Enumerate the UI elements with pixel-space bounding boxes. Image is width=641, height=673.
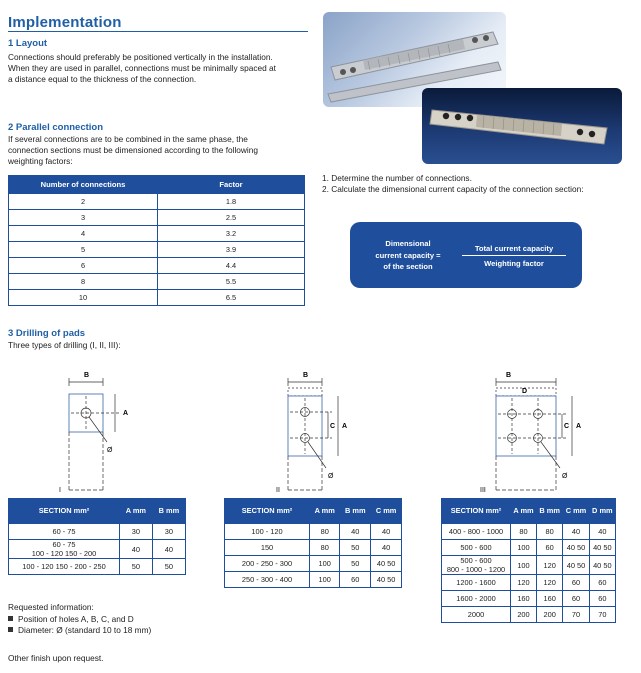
dimension-label: A [123, 410, 129, 417]
table-cell: 10 [9, 290, 158, 306]
table-cell: 30 [120, 524, 153, 540]
footer-note: Other finish upon request. [8, 653, 104, 663]
layout-heading: 1 Layout [8, 38, 48, 49]
dimension-label: C [564, 423, 570, 430]
formula-denominator: Weighting factor [484, 259, 544, 268]
layout-line: When they are used in parallel, connections must be minimally spaced at [8, 63, 276, 73]
drilling-type-label: III [480, 487, 486, 494]
table-cell: 80 [310, 524, 340, 540]
table-cell: 3.2 [158, 226, 305, 242]
list-item [8, 625, 151, 636]
dimension-label: B [506, 372, 512, 379]
bullet-icon [8, 616, 13, 621]
table-cell: 40 [589, 524, 615, 540]
column-header: Factor [158, 176, 305, 194]
table-cell: 2.5 [158, 210, 305, 226]
table-row [442, 556, 616, 575]
table-cell: 60 [589, 575, 615, 591]
requested-heading: Requested information: [8, 602, 94, 612]
dimension-label: Ø [328, 473, 334, 480]
table-cell: 60 [536, 540, 562, 556]
table-cell: 100 [511, 556, 537, 575]
table-cell: 4.4 [158, 258, 305, 274]
table-row [9, 559, 186, 575]
table-cell: 160 [536, 591, 562, 607]
table-cell: 60 [563, 575, 589, 591]
column-header: B mm [152, 499, 185, 524]
column-header: B mm [340, 499, 371, 524]
drilling-heading: 3 Drilling of pads [8, 328, 86, 339]
table-cell: 60 [589, 591, 615, 607]
column-header: SECTION mm² [225, 499, 310, 524]
table-cell: 80 [511, 524, 537, 540]
table-cell: 40 50 [563, 540, 589, 556]
table-cell: 40 50 [371, 556, 402, 572]
table-cell: 60 - 75 [9, 524, 120, 540]
step-item: 1. Determine the number of connections. [322, 173, 472, 183]
table-row [442, 540, 616, 556]
dimension-label: B [303, 372, 309, 379]
list-item-text: Diameter: Ø (standard 10 to 18 mm) [18, 625, 152, 635]
column-header: C mm [563, 499, 589, 524]
table-cell: 250 - 300 - 400 [225, 572, 310, 588]
drilling-table-1 [8, 498, 186, 575]
dimension-label: A [342, 423, 348, 430]
table-cell: 60 - 75 100 - 120 150 - 200 [9, 540, 120, 559]
title-rule [8, 31, 308, 32]
table-cell: 200 [511, 607, 537, 623]
drilling-diagram-1 [55, 368, 165, 494]
table-cell: 40 50 [589, 540, 615, 556]
table-row [442, 607, 616, 623]
column-header: SECTION mm² [9, 499, 120, 524]
parallel-text [8, 134, 318, 167]
formula-left [358, 238, 458, 273]
bullet-icon [8, 627, 13, 632]
table-cell: 2000 [442, 607, 511, 623]
table-row [225, 572, 402, 588]
layout-text [8, 52, 318, 85]
list-item [8, 614, 151, 625]
table-cell: 100 [310, 556, 340, 572]
table-cell: 30 [152, 524, 185, 540]
drilling-table-3 [441, 498, 616, 623]
table-cell: 120 [536, 556, 562, 575]
table-cell: 40 50 [589, 556, 615, 575]
table-cell: 60 [340, 572, 371, 588]
column-header: B mm [536, 499, 562, 524]
table-row [9, 210, 305, 226]
parallel-line: connection sections must be dimensioned according to the following [8, 145, 258, 155]
table-cell: 50 [340, 556, 371, 572]
weighting-factor-table [8, 175, 305, 306]
column-header: A mm [120, 499, 153, 524]
table-cell: 8 [9, 274, 158, 290]
table-cell: 6.5 [158, 290, 305, 306]
table-cell: 40 50 [563, 556, 589, 575]
layout-line: a distance equal to the thickness of the connection. [8, 74, 197, 84]
table-cell: 1200 - 1600 [442, 575, 511, 591]
table-cell: 5.5 [158, 274, 305, 290]
table-row [225, 524, 402, 540]
steps [322, 173, 632, 195]
parallel-line: If several connections are to be combined in the same phase, the [8, 134, 248, 144]
formula-numerator: Total current capacity [474, 244, 554, 253]
table-row [442, 575, 616, 591]
requested-list [8, 614, 151, 636]
formula-left-line: Dimensional [385, 239, 431, 248]
table-cell: 500 - 600 800 - 1000 - 1200 [442, 556, 511, 575]
table-cell: 40 [371, 540, 402, 556]
table-cell: 160 [511, 591, 537, 607]
column-header: SECTION mm² [442, 499, 511, 524]
table-cell: 120 [536, 575, 562, 591]
table-cell: 120 [511, 575, 537, 591]
table-row [9, 274, 305, 290]
formula-left-line: current capacity = [375, 250, 441, 260]
drilling-diagram-3 [478, 368, 598, 494]
table-row [442, 524, 616, 540]
drilling-type-label: II [276, 487, 280, 494]
drilling-type-label: I [59, 487, 61, 494]
column-header: D mm [589, 499, 615, 524]
connection-photo-2 [422, 88, 622, 164]
column-header: A mm [511, 499, 537, 524]
table-row [9, 242, 305, 258]
table-cell: 40 [152, 540, 185, 559]
column-header: A mm [310, 499, 340, 524]
table-cell: 3 [9, 210, 158, 226]
list-item-text: Position of holes A, B, C, and D [18, 614, 134, 624]
table-cell: 200 [536, 607, 562, 623]
table-row [9, 226, 305, 242]
parallel-heading: 2 Parallel connection [8, 122, 104, 133]
table-cell: 70 [563, 607, 589, 623]
table-cell: 1600 - 2000 [442, 591, 511, 607]
table-cell: 100 [511, 540, 537, 556]
column-header: Number of connections [9, 176, 158, 194]
table-cell: 80 [310, 540, 340, 556]
dimension-label: Ø [562, 473, 568, 480]
table-row [9, 540, 186, 559]
drilling-diagram-2 [270, 368, 380, 494]
dimension-label: B [84, 372, 90, 379]
dimension-label: A [576, 423, 582, 430]
table-cell: 500 - 600 [442, 540, 511, 556]
drilling-subtext: Three types of drilling (I, II, III): [8, 340, 121, 350]
table-cell: 3.9 [158, 242, 305, 258]
table-cell: 40 [340, 524, 371, 540]
table-cell: 6 [9, 258, 158, 274]
table-row [9, 524, 186, 540]
table-cell: 60 [563, 591, 589, 607]
table-cell: 50 [340, 540, 371, 556]
table-row [9, 290, 305, 306]
table-cell: 400 - 800 - 1000 [442, 524, 511, 540]
formula-box [350, 222, 582, 288]
dimension-label: Ø [107, 447, 113, 454]
table-cell: 80 [536, 524, 562, 540]
step-item: 2. Calculate the dimensional current capacity of the connection section: [322, 184, 584, 194]
table-cell: 200 - 250 - 300 [225, 556, 310, 572]
table-cell: 40 50 [371, 572, 402, 588]
table-cell: 100 - 120 [225, 524, 310, 540]
table-cell: 100 [310, 572, 340, 588]
page-title: Implementation [8, 14, 122, 31]
table-cell: 5 [9, 242, 158, 258]
formula-left-line: of the section [383, 262, 433, 271]
table-cell: 70 [589, 607, 615, 623]
table-cell: 50 [152, 559, 185, 575]
table-cell: 40 [120, 540, 153, 559]
table-row [225, 540, 402, 556]
table-row [442, 591, 616, 607]
table-cell: 2 [9, 194, 158, 210]
table-cell: 1.8 [158, 194, 305, 210]
table-row [9, 194, 305, 210]
fraction-bar [462, 255, 566, 256]
table-cell: 150 [225, 540, 310, 556]
table-cell: 50 [120, 559, 153, 575]
table-row [225, 556, 402, 572]
layout-line: Connections should preferably be positioned vertically in the installation. [8, 52, 273, 62]
dimension-label: C [330, 423, 336, 430]
table-cell: 40 [371, 524, 402, 540]
table-row [9, 258, 305, 274]
dimension-label: D [522, 388, 528, 395]
drilling-table-2 [224, 498, 402, 588]
table-cell: 100 - 120 150 - 200 - 250 [9, 559, 120, 575]
table-cell: 4 [9, 226, 158, 242]
column-header: C mm [371, 499, 402, 524]
parallel-line: weighting factors: [8, 156, 73, 166]
table-cell: 40 [563, 524, 589, 540]
